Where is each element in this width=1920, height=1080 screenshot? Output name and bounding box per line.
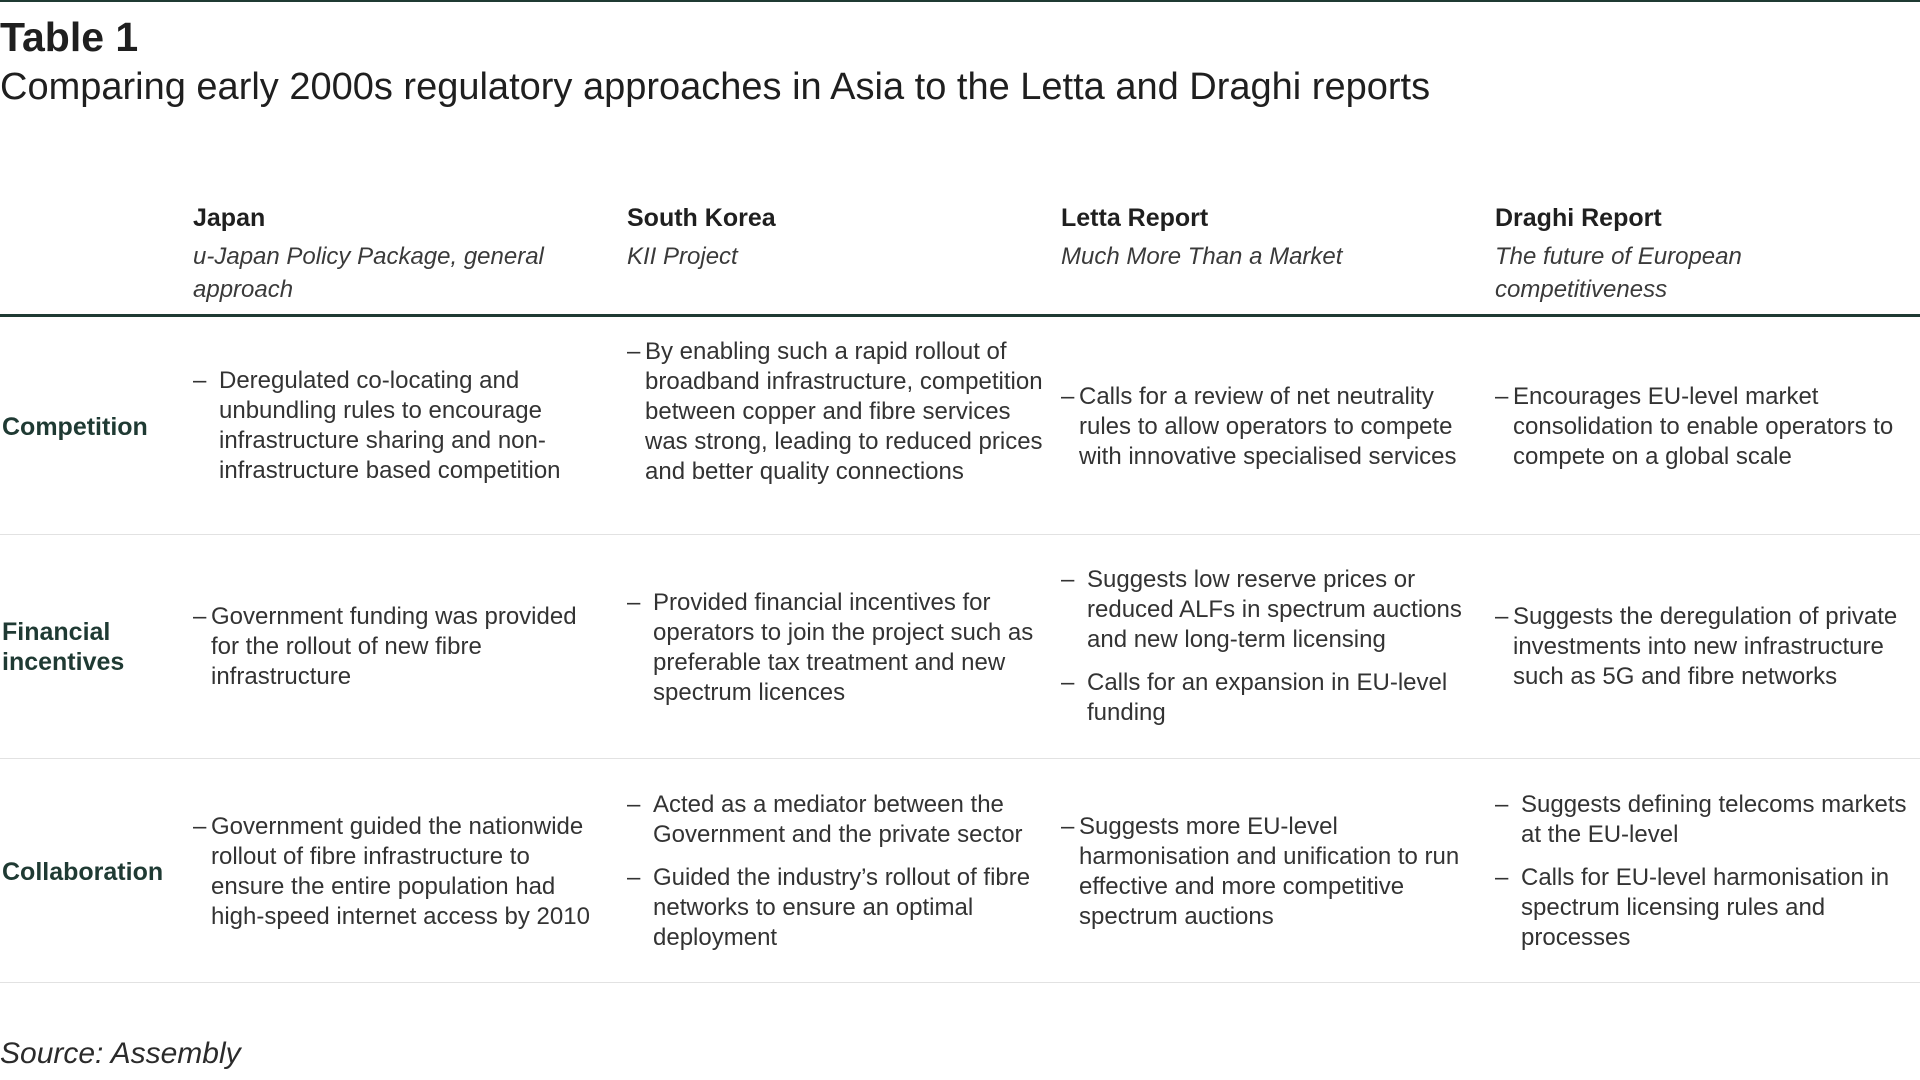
column-name: Japan (193, 204, 266, 232)
bullet-item: – Calls for a review of net neutrality rules to allow operators to compete with innovative specialised services (1061, 383, 1457, 470)
cell-collaboration-japan (193, 812, 608, 932)
column-subtitle: The future of European competitiveness (1495, 243, 1742, 303)
column-subtitle: KII Project (627, 243, 738, 270)
bullet-item: – Government funding was provided for the rollout of new fibre infrastructure (193, 603, 577, 690)
column-name: South Korea (627, 204, 776, 232)
column-header-letta-report (1061, 202, 1461, 273)
bullet-item: – Suggests the deregulation of private investments into new infrastructure such as 5G and fibre networks (1495, 603, 1898, 690)
dash-glyph: – (1061, 813, 1075, 840)
bullet-item: – Encourages EU-level market consolidation to enable operators to compete on a global scale (1495, 383, 1894, 470)
dash-glyph: – (1495, 791, 1509, 818)
column-subtitle: u-Japan Policy Package, general approach (193, 243, 544, 303)
dash-glyph: – (627, 338, 641, 365)
dash-glyph: – (193, 367, 207, 394)
bullet-item: – Suggests defining telecoms markets at the EU-level (1495, 791, 1907, 848)
dash-glyph: – (193, 603, 207, 630)
header-rule (0, 314, 1920, 317)
column-name: Letta Report (1061, 204, 1209, 232)
bullet-item: – Calls for an expansion in EU-level funding (1061, 669, 1448, 726)
bullet-item: – Suggests low reserve prices or reduced ALFs in spectrum auctions and new long-term licensing (1061, 566, 1462, 653)
dash-glyph: – (627, 589, 641, 616)
bullet-item: – Calls for EU-level harmonisation in spectrum licensing rules and processes (1495, 864, 1890, 951)
cell-competition-japan (193, 366, 593, 486)
dash-glyph: – (1495, 383, 1509, 410)
bullet-item: – Suggests more EU-level harmonisation and unification to run effective and more competitive spectrum auctions (1061, 813, 1460, 930)
cell-competition-draghi (1495, 382, 1915, 472)
cell-financial-draghi (1495, 602, 1915, 692)
cell-financial-letta (1061, 565, 1481, 728)
dash-glyph: – (1495, 864, 1509, 891)
dash-glyph: – (627, 864, 641, 891)
row-divider (0, 534, 1920, 535)
bullet-item: – Deregulated co-locating and unbundling rules to encourage infrastructure sharing and non-infrastructure based competition (193, 367, 561, 484)
dash-glyph: – (1061, 383, 1075, 410)
table-title: Comparing early 2000s regulatory approaches in Asia to the Letta and Draghi reports (0, 66, 1431, 108)
dash-glyph: – (627, 791, 641, 818)
row-divider (0, 758, 1920, 759)
column-subtitle: Much More Than a Market (1061, 243, 1343, 270)
bullet-item: – Acted as a mediator between the Government and the private sector (627, 791, 1023, 848)
column-header-south-korea (627, 202, 1027, 273)
cell-collaboration-letta (1061, 812, 1481, 932)
bullet-item: – By enabling such a rapid rollout of broadband infrastructure, competition between copper and fibre services was strong, leading to reduced prices and better quality connections (627, 338, 1043, 485)
cell-collaboration-draghi (1495, 790, 1915, 953)
cell-competition-south-korea (627, 337, 1047, 487)
row-label-financial-incentives: Financial incentives (2, 618, 125, 676)
cell-financial-japan (193, 602, 593, 692)
bullet-item: – Provided financial incentives for operators to join the project such as preferable tax treatment and new spectrum licences (627, 589, 1034, 706)
cell-competition-letta (1061, 382, 1481, 472)
row-label-collaboration: Collaboration (2, 858, 164, 886)
bullet-item: – Government guided the nationwide rollout of fibre infrastructure to ensure the entire population had high-speed internet access by 2010 (193, 813, 590, 930)
row-label-competition: Competition (2, 413, 148, 441)
cell-collaboration-south-korea (627, 790, 1047, 953)
source-note: Source: Assembly (0, 1037, 241, 1070)
dash-glyph: – (193, 813, 207, 840)
column-header-draghi-report (1495, 202, 1895, 306)
cell-financial-south-korea (627, 588, 1047, 708)
table-label: Table 1 (0, 14, 139, 60)
bullet-item: – Guided the industry’s rollout of fibre networks to ensure an optimal deployment (627, 864, 1031, 951)
top-rule (0, 0, 1920, 2)
row-divider (0, 982, 1920, 983)
column-name: Draghi Report (1495, 204, 1662, 232)
dash-glyph: – (1061, 669, 1075, 696)
dash-glyph: – (1495, 603, 1509, 630)
column-header-japan (193, 202, 593, 306)
dash-glyph: – (1061, 566, 1075, 593)
